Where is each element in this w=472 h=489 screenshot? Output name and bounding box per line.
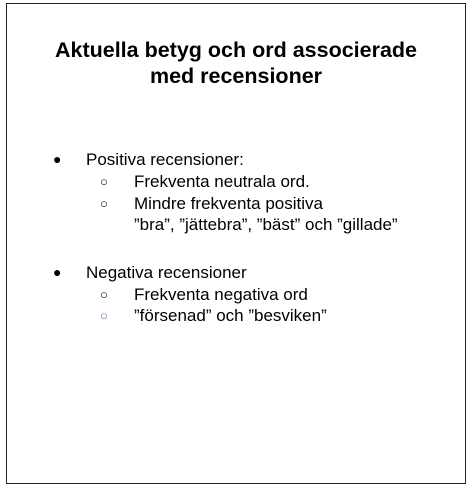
bullet-dot-icon: ● [53, 151, 62, 167]
slide-title-line-2: med recensioner [149, 64, 323, 88]
bullet-dot-icon: ● [53, 264, 62, 280]
slide [6, 3, 466, 484]
sub-bullet-circle-icon: ○ [100, 287, 108, 302]
section-heading-positive: Positiva recensioner: [86, 150, 244, 169]
sub-item-text: Frekventa neutrala ord. [134, 172, 310, 191]
sub-item-text: ”försenad” och ”besviken” [134, 306, 327, 325]
section-heading-negative: Negativa recensioner [86, 263, 247, 282]
bullet-list [7, 4, 465, 483]
sub-item-text: Frekventa negativa ord [134, 285, 308, 304]
sub-bullet-circle-icon: ○ [100, 196, 108, 211]
sub-item-text-continuation: ”bra”, ”jättebra”, ”bäst” och ”gillade” [134, 215, 398, 234]
sub-item-text: Mindre frekventa positiva [134, 194, 323, 213]
sub-bullet-circle-icon: ○ [100, 308, 108, 323]
slide-title-line-1: Aktuella betyg och ord associerade [54, 38, 418, 62]
sub-bullet-circle-icon: ○ [100, 174, 108, 189]
